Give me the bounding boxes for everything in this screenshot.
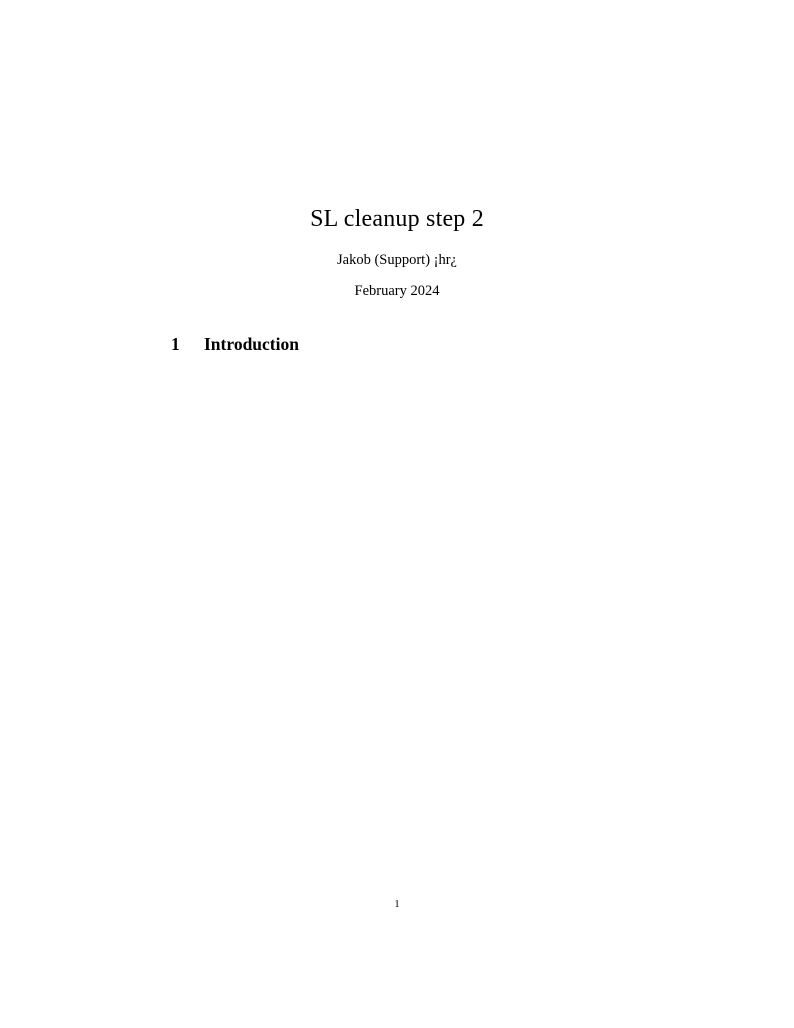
document-date: February 2024 <box>354 283 440 299</box>
section-number: 1 <box>171 334 180 354</box>
section-title: Introduction <box>204 334 299 354</box>
section-heading-introduction <box>171 334 299 355</box>
page-number: 1 <box>394 899 400 910</box>
document-author: Jakob (Support) ¡hr¿ <box>336 252 457 268</box>
document-title: SL cleanup step 2 <box>310 206 484 232</box>
